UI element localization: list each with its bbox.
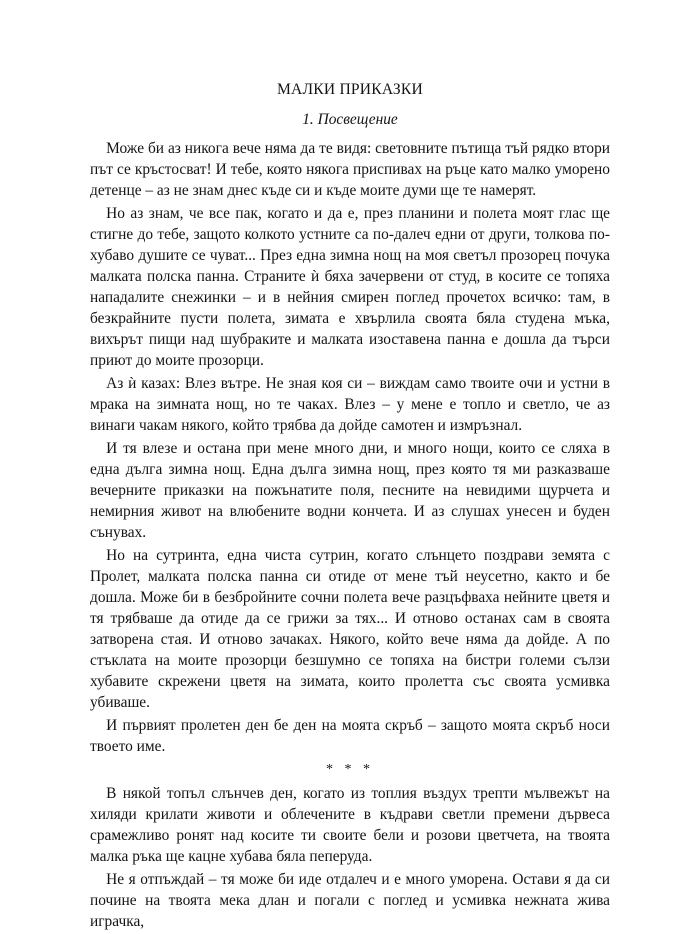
paragraph: Може би аз никога вече няма да те видя: световните пътища тъй рядко втори път се кръстосват! И тебе, която някога приспивах на ръце като малко уморено детенце – аз не знам днес къде си и къде моите думи ще те намерят. xyxy=(90,140,610,199)
section-separator: * * * xyxy=(326,762,374,777)
paragraph: И първият пролетен ден бе ден на моята скръб – защото моята скръб носи твоето име. xyxy=(90,717,610,755)
section-subtitle: 1. Посвещение xyxy=(302,111,398,128)
page-content xyxy=(90,80,610,934)
paragraph: Но на сутринта, една чиста сутрин, когато слънцето поздрави земята с Пролет, малката полска панна си отиде от мене тъй неусетно, както и бе дошла. Може би в безбройните сочни полета вече разцъфваха нейните цветя и тя трябваше да отиде да се грижи за тях... И отново останах сам в своята затворена стая. И отново зачаках. Някого, който вече няма да дойде. А по стъклата на моите прозорци безшумно се топяха на бистри големи сълзи хубавите скрежени цветя на зимата, които пролетта със своята усмивка убиваше. xyxy=(90,547,610,711)
paragraph: В някой топъл слънчев ден, когато из топлия въздух трепти мълвежът на хиляди крилати животи и облечените в къдрави светли премени дървеса срамежливо ронят над косите ти своите бели и розови цветчета, на твоята малка ръка ще кацне хубава бяла пеперуда. xyxy=(90,785,610,865)
paragraph: Не я отпъждай – тя може би иде отдалеч и е много уморена. Остави я да си почине на твоята мека длан и погали с поглед и усмивка нежната жива играчка, xyxy=(90,871,610,930)
paragraph: Но аз знам, че все пак, когато и да е, през планини и полета моят глас ще стигне до тебе, защото колкото устните са по-далеч едни от други, толкова по-хубаво душите се чуват... През една зимна нощ на моя светъл прозорец почука малката полска панна. Страните ѝ бяха зачервени от студ, в косите се топяха нападалите снежинки – и в нейния смирен поглед прочетох всичко: там, в безкрайните пусти полета, зимата е хвърлила своята бяла студена мъка, вихърът пищи над шубраките и малката изоставена панна е дошла да търси приют до моите прозорци. xyxy=(90,205,610,369)
page-title: МАЛКИ ПРИКАЗКИ xyxy=(276,81,423,98)
paragraph: Аз ѝ казах: Влез вътре. Не зная коя си – виждам само твоите очи и устни в мрака на зимната нощ, но те чаках. Влез – у мене е топло и светло, че аз винаги чакам някого, който трябва да дойде самотен и измръзнал. xyxy=(90,375,610,434)
paragraph: И тя влезе и остана при мене много дни, и много нощи, които се сляха в една дълга зимна нощ. Една дълга зимна нощ, през която тя ми разказваше вечерните приказки на пожънатите поля, песните на невидими щурчета и немирния живот на влюбените водни кончета. И аз слушах унесен и буден сънувах. xyxy=(90,440,610,541)
